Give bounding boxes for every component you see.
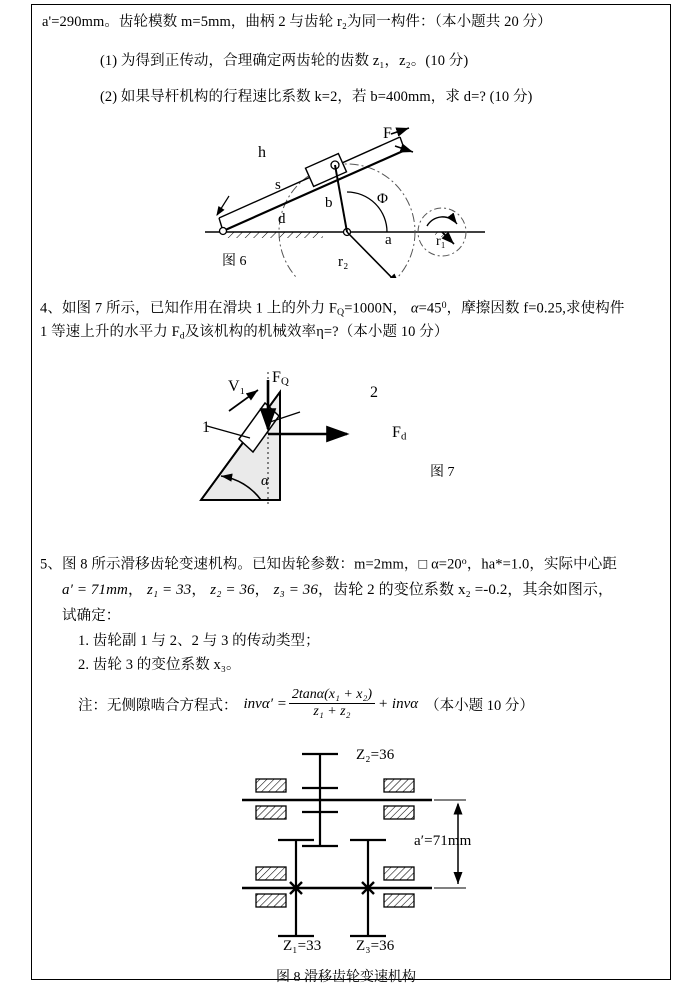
q5-formula-numerator: 2tanα(x₁ + x₂) <box>291 687 373 702</box>
q5-line-3: 试确定： <box>62 608 121 624</box>
figure-8-label-z2: Z₂=36 <box>356 747 395 763</box>
figure-6-label-phi: Φ <box>377 191 389 207</box>
figure-6-label-r1: r₁ <box>436 234 446 249</box>
q5-z1: z₁ = 33 <box>146 582 192 598</box>
q5-line-1 <box>40 557 617 573</box>
figure-7-label-v1 <box>228 379 245 396</box>
q4-alpha: α <box>410 300 419 317</box>
q4-sub-q: Q <box>337 306 345 318</box>
q4-text-c: =45 <box>418 300 442 317</box>
q4-line-1 <box>40 301 624 318</box>
q4-text-f: 及该机构的机械效率 <box>184 324 317 340</box>
q5-sub-item-1: 1. 齿轮副 1 与 2、2 与 3 的传动类型； <box>78 633 320 649</box>
q5-text-b: ，ha*=1.0，实际中心距 <box>466 556 617 573</box>
figure-7-fd-sub: d <box>401 430 407 443</box>
q5-note-points: （本小题 10 分） <box>425 698 534 715</box>
q5-formula-fraction <box>289 687 375 720</box>
q5-formula-denominator: z₁ + z₂ <box>289 703 375 720</box>
q4-sub-d: d <box>179 330 185 342</box>
q5-z2: z₂ = 36 <box>210 582 255 598</box>
figure-6-label-r2: r₂ <box>338 254 349 270</box>
q4-text-d: ，摩擦因数 f=0.25,求使构件 <box>446 300 625 317</box>
figure-8-label-z3: Z₃=36 <box>356 938 395 954</box>
figure-7-label-two: 2 <box>370 384 379 401</box>
q5-formula-rhs: + invα <box>378 696 419 713</box>
figure-7-label-one: 1 <box>202 419 211 436</box>
q5-sep-3: ， <box>254 582 270 598</box>
q5-sup-deg: o <box>461 556 467 567</box>
figure-7-label-fq <box>272 370 289 388</box>
figure-6-label-F: F <box>383 125 392 142</box>
q5-sep-2: ， <box>191 582 207 598</box>
figure-7-label-alpha: α <box>261 473 269 489</box>
q3-line-1: a'=290mm。齿轮模数 m=5mm，曲柄 2 与齿轮 r₂为同一构件：（本小题共 20 分） <box>42 14 552 30</box>
q4-text-a: 4、如图 7 所示，已知作用在滑块 1 上的外力 F <box>40 300 338 317</box>
q5-aprime: a′ = 71mm <box>62 582 128 598</box>
figure-6-label-h: h <box>258 144 267 161</box>
q5-z3: z₃ = 36 <box>273 582 318 598</box>
figure-8-label-z1: Z₁=33 <box>283 938 322 954</box>
q4-sup-deg: 0 <box>441 300 447 311</box>
q4-text-g: =?（本小题 10 分） <box>323 324 449 340</box>
q3-item-1: (1) 为得到正传动，合理确定两齿轮的齿数 z₁，z₂。(10 分) <box>100 53 469 69</box>
q4-text-b: =1000N， <box>344 300 408 317</box>
figure-7-v1-text: V₁ <box>228 378 246 395</box>
figure-7-label-fd <box>392 425 407 443</box>
figure-8-caption: 图 8 滑移齿轮变速机构 <box>276 970 416 985</box>
figure-7-fd-text: F <box>392 424 401 441</box>
figure-7-fq-sub: Q <box>281 375 289 388</box>
figure-7-caption: 图 7 <box>430 465 455 480</box>
q3-item-2: (2) 如果导杆机构的行程速比系数 k=2，若 b=400mm，求 d=? (10 分) <box>100 89 533 105</box>
figure-6-label-b: b <box>325 195 333 211</box>
q5-line2-tail: ，齿轮 2 的变位系数 x₂ =-0.2，其余如图示， <box>318 582 614 598</box>
figure-6-label-s: s <box>275 177 281 193</box>
figure-6-caption: 图 6 <box>222 254 247 269</box>
figure-6-label-a: a <box>385 232 392 248</box>
q5-formula-lhs: invα′ = <box>243 696 287 713</box>
figure-6-label-d: d <box>278 211 286 227</box>
q5-note-prefix: 注：无侧隙啮合方程式： <box>78 698 238 715</box>
q5-line-2 <box>62 583 613 599</box>
q5-note-formula <box>78 688 534 721</box>
q4-eta: η <box>316 324 324 340</box>
q4-text-e: 1 等速上升的水平力 F <box>40 324 180 340</box>
figure-8-label-aprime: a′=71mm <box>414 833 472 849</box>
q5-sub-item-2: 2. 齿轮 3 的变位系数 x₃。 <box>78 657 241 673</box>
q5-sep-1: ， <box>127 582 144 598</box>
figure-7-fq-text: F <box>272 369 281 386</box>
q4-line-2 <box>40 325 448 342</box>
q5-text-a: 5、图 8 所示滑移齿轮变速机构。已知齿轮参数：m=2mm，□ α=20 <box>40 556 462 573</box>
